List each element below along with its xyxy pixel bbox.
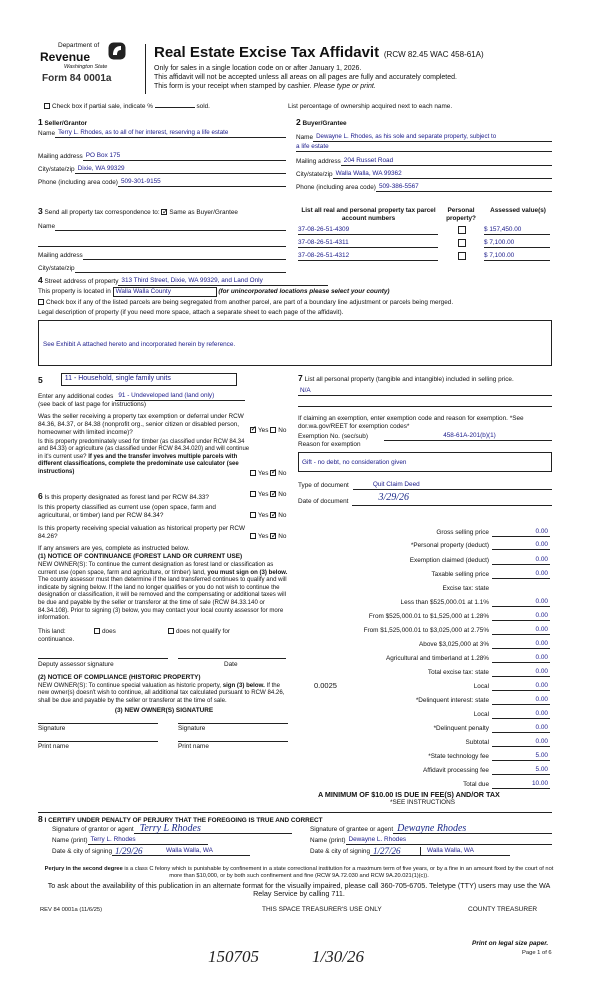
partial-sale-row <box>44 103 210 111</box>
handwritten-number: 150705 <box>208 947 259 966</box>
ownership-instruction: List percentage of ownership acquired next to each name. <box>288 103 453 110</box>
tax-label: Total excise tax: state <box>427 668 489 676</box>
tax-row <box>298 639 550 649</box>
sec3-name-field[interactable] <box>55 224 286 231</box>
section-7 <box>298 373 552 506</box>
logo-dept: Department of <box>58 42 100 49</box>
forest-yes-label: Yes <box>258 491 269 498</box>
sec3-label: Send all property tax correspondence to: <box>44 209 160 216</box>
buyer-city-field[interactable]: Walla Walla, WA 99362 <box>333 170 552 179</box>
section-1 <box>38 117 286 187</box>
grantee-sig-label: Signature of grantee or agent <box>310 826 394 833</box>
section-7-number: 7 <box>298 373 303 383</box>
personal-property-checkbox[interactable] <box>458 239 466 247</box>
deputy-label: Deputy assessor signature <box>38 660 114 668</box>
buyer-phone-field[interactable]: 509-386-5567 <box>376 183 552 192</box>
grantee-city-field[interactable]: Walla Walla, WA <box>420 847 510 856</box>
does-checkbox[interactable] <box>94 628 100 634</box>
parcel-number[interactable]: 37-08-26-51-4309 <box>298 226 438 235</box>
see-instructions: *SEE INSTRUCTIONS <box>390 799 455 806</box>
grantor-sig-label: Signature of grantor or agent <box>52 826 134 833</box>
owner-signature-1[interactable] <box>38 723 158 724</box>
tax-row <box>298 709 550 719</box>
sec3-mail-field[interactable] <box>83 253 286 260</box>
does-label: does <box>102 627 116 635</box>
subtitle-2: This affidavit will not be accepted unless all areas on all pages are fully and accurately completed. <box>154 74 457 81</box>
tax-value[interactable]: 5.00 <box>492 766 550 775</box>
tax-value[interactable]: 0.00 <box>492 682 550 691</box>
personal-property-field-2[interactable] <box>298 406 552 407</box>
deputy-signature-field[interactable] <box>38 658 168 659</box>
tax-value[interactable]: 0.00 <box>492 612 550 621</box>
section-3-number: 3 <box>38 206 43 216</box>
additional-codes-note: (see back of last page for instructions) <box>38 400 146 408</box>
partial-sale-sold: sold. <box>196 103 210 110</box>
tax-row <box>298 583 550 593</box>
parcel-header-personal: Personal property? <box>446 207 476 222</box>
assessed-value[interactable]: $ 7,100.00 <box>484 252 550 261</box>
page-number: Page 1 of 6 <box>522 950 552 956</box>
tax-label: Exemption claimed (deduct) <box>409 556 489 564</box>
historic-yes-checkbox[interactable] <box>250 533 256 539</box>
perjury-bold: Perjury in the second degree <box>44 866 123 872</box>
segregated-label: Check box if any of the listed parcels are being segregated from another parcel, are part of a boundary line adjustment or parcels being merged. <box>46 298 454 306</box>
doc-type-label: Type of document <box>298 482 349 489</box>
tax-value[interactable]: 0.00 <box>492 570 550 579</box>
parcel-number[interactable]: 37-08-26-51-4311 <box>298 239 438 248</box>
forest-no-label: No <box>278 491 287 498</box>
historic-question: Is this property receiving special valuation as historical property per RCW 84.26? <box>38 525 246 540</box>
tax-label: *Delinquent interest: state <box>415 696 489 704</box>
tax-value[interactable]: 0.00 <box>492 710 550 719</box>
legal-description-label: Legal description of property (if you need more space, attach a separate sheet to each page of the affidavit). <box>38 308 344 316</box>
n1-text-a: NEW OWNER(S): To continue the current designation as forest land or classification as current use (open space, farm and agriculture, or timber) land, <box>38 561 274 576</box>
accessibility-notice: To ask about the availability of this publication in an alternate format for the visually impaired, please call 360-705-6705. Teletype (TTY) users may use the WA Relay Service by calling 711. <box>47 881 551 899</box>
notice-continuance-text <box>38 561 290 622</box>
grantee-signature[interactable]: Dewayne Rhodes <box>393 825 552 834</box>
tax-label: From $1,525,000.01 to $3,025,000 at 2.75% <box>363 626 489 634</box>
sec3-mail-label: Mailing address <box>38 252 83 259</box>
tax-value[interactable]: 0.00 <box>492 528 550 537</box>
tax-value[interactable]: 0.00 <box>492 541 550 550</box>
n2-bold: sign (3) below. <box>222 681 265 689</box>
tax-row <box>298 540 550 550</box>
seller-title: Seller/Grantor <box>44 120 88 127</box>
buyer-mail-label: Mailing address <box>296 157 341 165</box>
owner-sig-label-1: Signature <box>38 724 66 732</box>
assessed-value[interactable]: $ 157,450.00 <box>484 226 550 235</box>
logo-revenue: Revenue <box>40 50 91 64</box>
tax-label: Affidavit processing fee <box>423 766 489 774</box>
county-label: This property is located in <box>38 287 111 295</box>
n2-text-b: If the new owner(s) doesn't wish to continue, all additional tax calculated pursuant to RCW 84.26, shall be due and payable by the seller or transferor at the time of sale. <box>38 681 285 705</box>
logo-mark-icon <box>108 42 126 60</box>
tax-row <box>298 527 550 537</box>
partial-sale-percent-field[interactable] <box>155 107 195 108</box>
deputy-date-field[interactable] <box>178 658 286 659</box>
buyer-name-label: Name <box>296 133 314 141</box>
exemption-yes-label: Yes <box>258 426 269 434</box>
subtitle-3-a: This form is your receipt when stamped by cashier. <box>154 83 312 90</box>
tax-label: Gross selling price <box>436 528 489 536</box>
tax-value[interactable]: 5.00 <box>492 752 550 761</box>
grantee-date-label: Date & city of signing <box>310 848 371 855</box>
does-not-checkbox[interactable] <box>168 628 174 634</box>
current-use-no-checkbox[interactable] <box>270 512 276 518</box>
tax-value[interactable]: 0.00 <box>492 556 550 565</box>
personal-property-checkbox[interactable] <box>458 252 466 260</box>
county-select[interactable]: Walla Walla County <box>113 287 217 297</box>
buyer-name-field-2[interactable]: a life estate <box>296 143 552 152</box>
exemption-yes-checkbox[interactable] <box>250 427 256 433</box>
tax-value[interactable]: 0.00 <box>492 626 550 635</box>
partial-sale-checkbox[interactable] <box>44 103 50 109</box>
tax-row <box>298 779 550 789</box>
same-as-buyer-label: Same as Buyer/Grantee <box>169 209 238 216</box>
exemption-intro: If claiming an exemption, enter exemption code and reason for exemption. *See dor.wa.gov/REET for exemption codes* <box>298 415 524 430</box>
partial-sale-label: Check box if partial sale, indicate % <box>52 103 153 110</box>
notice-continuance-title: (1) NOTICE OF CONTINUANCE (FOREST LAND OR CURRENT USE) <box>38 553 243 560</box>
owner-print-1[interactable] <box>38 741 158 742</box>
seller-name-field[interactable]: Terry L. Rhodes, as to all of her interest, reserving a life estate <box>55 129 286 138</box>
exemption-question: Was the seller receiving a property tax exemption or deferral under RCW 84.36, 84.37, or 84.38 (nonprofit org., senior citizen or disabled person, homeowner with limited income)? <box>38 412 244 436</box>
exemption-no-label: Exemption No. (sec/sub) <box>298 433 368 440</box>
section-2-number: 2 <box>296 117 301 127</box>
certify-text: I CERTIFY UNDER PENALTY OF PERJURY THAT THE FOREGOING IS TRUE AND CORRECT <box>44 817 323 824</box>
tax-label: Taxable selling price <box>431 570 489 578</box>
grantee-block <box>310 824 552 856</box>
timber-yes-checkbox[interactable] <box>250 470 256 476</box>
timber-question-b: If yes and the transfer involves multiple parcels with different classifications, complete the predominate use calculator (see instructions) <box>38 453 239 475</box>
tax-label: Local <box>473 710 489 718</box>
tax-value[interactable]: 0.00 <box>492 640 550 649</box>
current-use-no-label: No <box>278 512 287 519</box>
revision-number: REV 84 0001a (11/6/25) <box>40 907 103 913</box>
forest-no-checkbox[interactable] <box>270 491 276 497</box>
tax-label: Local <box>473 682 489 690</box>
tax-value[interactable]: 0.00 <box>492 668 550 677</box>
seller-city-field[interactable]: Dixie, WA 99329 <box>75 165 286 174</box>
section-8-number: 8 <box>38 814 43 824</box>
n1-bold: you must sign on (3) below. <box>207 568 288 576</box>
tax-label: *Delinquent penalty <box>433 724 489 732</box>
perjury-text: is a class C felony which is punishable by confinement in a state correctional institution for a maximum term of five years, or by a fine in an amount fixed by the court of not more than $10,000, or by both such confinement and fine (RCW 9A.72.030 and RCW 9A.20.021(1)(c)). <box>124 866 554 879</box>
tax-label: Less than $525,000.01 at 1.1% <box>400 598 489 606</box>
segregated-checkbox[interactable] <box>38 299 44 305</box>
tax-row <box>298 737 550 747</box>
legal-description-box[interactable] <box>38 320 552 366</box>
tax-row <box>298 597 550 607</box>
subtitle-3-b: Please type or print. <box>313 83 376 90</box>
tax-value[interactable]: 0.00 <box>492 724 550 733</box>
buyer-city-label: City/state/zip <box>296 170 333 178</box>
tax-label: Subtotal <box>465 738 489 746</box>
tax-label: *Personal property (deduct) <box>410 541 489 549</box>
section-6 <box>38 491 290 755</box>
perjury-notice <box>44 866 554 880</box>
minimum-due: A MINIMUM OF $10.00 IS DUE IN FEE(S) AND/OR TAX <box>318 790 500 799</box>
tax-label: Above $3,025,000 at 3% <box>419 640 489 648</box>
reason-text: Gift - no debt, no consideration given <box>302 459 407 466</box>
seller-phone-label: Phone (including area code) <box>38 178 118 186</box>
timber-question <box>38 439 250 477</box>
street-label: Street address of property <box>44 277 119 285</box>
personal-property-field[interactable]: N/A <box>298 387 552 396</box>
section-2 <box>296 117 552 192</box>
grantor-city-field[interactable]: Walla Walla, WA <box>160 847 250 856</box>
timber-no-label: No <box>278 469 287 477</box>
parcel-number[interactable]: 37-08-26-51-4312 <box>298 252 438 261</box>
seller-city-label: City/state/zip <box>38 165 75 173</box>
form-title <box>154 44 484 63</box>
logo-state: Washington State <box>64 64 108 70</box>
grantor-print-label: Name (print) <box>52 837 88 844</box>
tax-label: Excise tax: state <box>442 584 489 592</box>
sec3-city-field[interactable] <box>75 266 286 273</box>
assessed-value[interactable]: $ 7,100.00 <box>484 239 550 248</box>
tax-value[interactable]: 0.00 <box>492 654 550 663</box>
current-use-question: Is this property classified as current use (open space, farm and agricultural, or timber) land per RCW 84.34? <box>38 504 216 519</box>
owner-print-label-2: Print name <box>178 742 209 750</box>
section-5 <box>38 373 290 476</box>
tax-value[interactable]: 0.00 <box>492 738 550 747</box>
seller-mail-label: Mailing address <box>38 152 83 160</box>
dor-logo <box>38 42 138 90</box>
form-number: Form 84 0001a <box>42 73 112 84</box>
tax-row <box>298 695 550 705</box>
legal-description-text: See Exhibit A attached hereto and incorporated herein by reference. <box>43 341 236 348</box>
section-6-number: 6 <box>38 491 43 501</box>
owner-print-2[interactable] <box>178 741 288 742</box>
does-not-label: does not qualify for <box>176 627 230 635</box>
sec3-name-label: Name <box>38 223 56 230</box>
tax-label: Total due <box>463 780 489 788</box>
current-use-yes-label: Yes <box>258 512 269 519</box>
this-land-label: This land: <box>38 627 66 635</box>
n1-text-b: The county assessor must then determine if the land transferred continues to qualify and will indicate by signing below. If the land no longer qualifies or you do not wish to continue the designation or classification, it will be removed and the compensating or additional taxes will be due and payable by the seller or transferor at the time of sale (RCW 84.33.140 or 84.34.108). Prior to signing (3) below, you may contact your local county assessor for more information. <box>38 576 287 622</box>
legal-size-note: Print on legal size paper. <box>472 940 549 947</box>
treasurer-use: THIS SPACE TREASURER'S USE ONLY <box>262 906 382 913</box>
county-treasurer: COUNTY TREASURER <box>468 906 538 913</box>
notice-compliance-title: (2) NOTICE OF COMPLIANCE (HISTORIC PROPERTY) <box>38 673 201 681</box>
grantor-signature[interactable]: Terry L Rhodes <box>134 825 292 834</box>
tax-row <box>298 611 550 621</box>
seller-mail-field[interactable]: PO Box 175 <box>83 152 286 161</box>
continuance-label: continuance. <box>38 635 75 643</box>
grantor-print-field[interactable]: Terry L. Rhodes <box>88 836 208 845</box>
tax-row <box>298 681 550 691</box>
parcel-header-assessed: Assessed value(s) <box>490 207 546 214</box>
additional-codes-label: Enter any additional codes <box>38 392 114 400</box>
historic-no-checkbox[interactable] <box>270 533 276 539</box>
deputy-date-label: Date <box>224 660 238 668</box>
tax-row <box>298 555 550 565</box>
seller-phone-field[interactable]: 509-301-9155 <box>118 178 286 187</box>
new-owner-signature-title: (3) NEW OWNER(S) SIGNATURE <box>114 706 214 714</box>
subtitle-3 <box>154 83 376 92</box>
sec3-name-field-2[interactable] <box>38 240 286 247</box>
personal-property-label: List all personal property (tangible and intangible) included in selling price. <box>304 376 514 383</box>
additional-codes-field[interactable]: 91 - Undeveloped land (land only) <box>115 392 245 401</box>
personal-property-checkbox[interactable] <box>458 226 466 234</box>
tax-label: Agricultural and timberland at 1.28% <box>385 654 489 662</box>
handwritten-date: 1/30/26 <box>312 947 364 966</box>
buyer-title: Buyer/Grantee <box>302 120 347 127</box>
header-divider <box>145 44 146 94</box>
answers-note: If any answers are yes, complete as instructed below. <box>38 545 190 552</box>
timber-no-checkbox[interactable] <box>270 470 276 476</box>
section-5-number: 5 <box>38 375 43 386</box>
seller-name-label: Name <box>38 129 56 137</box>
land-use-code-select[interactable]: 11 - Household, single family units <box>61 373 237 386</box>
street-address-field[interactable]: 313 Third Street, Dixie, WA 99329, and Land Only <box>118 277 328 286</box>
reason-label: Reason for exemption <box>298 441 361 448</box>
n2-text-a: NEW OWNER(S): To continue special valuation as historic property, <box>38 681 221 689</box>
section-1-number: 1 <box>38 117 43 127</box>
tax-label: *State technology fee <box>428 752 489 760</box>
sec3-city-label: City/state/zip <box>38 265 75 272</box>
same-as-buyer-checkbox[interactable] <box>161 209 167 215</box>
grantee-date-field[interactable]: 1/27/26 <box>370 847 420 856</box>
grantee-print-label: Name (print) <box>310 837 346 844</box>
tax-row <box>298 765 550 775</box>
section-4-number: 4 <box>38 275 43 285</box>
current-use-yes-checkbox[interactable] <box>250 512 256 518</box>
tax-row <box>298 625 550 635</box>
notice-compliance-text <box>38 682 290 705</box>
historic-no-label: No <box>278 533 287 540</box>
reason-box[interactable] <box>298 452 552 472</box>
grantor-date-field[interactable]: 1/29/26 <box>112 847 160 856</box>
timber-yes-label: Yes <box>258 469 269 477</box>
parcel-header-numbers: List all real and personal property tax parcel account numbers <box>301 207 436 222</box>
tax-row <box>298 751 550 761</box>
forest-yes-checkbox[interactable] <box>250 491 256 497</box>
tax-row <box>298 667 550 677</box>
tax-row <box>298 653 550 663</box>
title-rcw: (RCW 82.45 WAC 458-61A) <box>383 50 484 59</box>
buyer-phone-label: Phone (including area code) <box>296 183 376 191</box>
owner-print-label-1: Print name <box>38 742 69 750</box>
subtitle-1: Only for sales in a single location code on or after January 1, 2026. <box>154 65 362 72</box>
section-4 <box>38 275 552 317</box>
buyer-mail-field[interactable]: 204 Russet Road <box>341 157 552 166</box>
owner-signature-2[interactable] <box>178 723 288 724</box>
tax-value[interactable]: 0.00 <box>492 696 550 705</box>
grantee-print-field[interactable]: Dewayne L. Rhodes <box>346 836 552 845</box>
doc-date-label: Date of document <box>298 497 349 505</box>
tax-row <box>298 569 550 579</box>
doc-date-field[interactable]: 3/29/26 <box>352 492 552 506</box>
buyer-name-field[interactable]: Dewayne L. Rhodes, as his sole and separate property, subject to <box>313 133 552 142</box>
grantor-block <box>52 824 292 856</box>
county-note: (for unincorporated locations please select your county) <box>218 287 390 295</box>
timber-question-a: Is this property predominately used for timber (as classified under RCW 84.34 and 84.33) or agriculture (as classified under RCW 84.34.020) and will continue in it's current use? <box>38 438 250 460</box>
owner-sig-label-2: Signature <box>178 724 206 732</box>
exemption-no-field[interactable]: 458-61A-201(b)(1) <box>384 432 552 441</box>
forest-question: Is this property designated as forest land per RCW 84.33? <box>44 494 209 501</box>
exemption-no-checkbox[interactable] <box>270 427 276 433</box>
tax-value[interactable]: 10.00 <box>492 780 550 789</box>
local-rate: 0.0025 <box>314 681 337 691</box>
title-text: Real Estate Excise Tax Affidavit <box>154 44 380 61</box>
tax-label: From $525,000.01 to $1,525,000 at 1.28% <box>368 612 489 620</box>
tax-row <box>298 723 550 733</box>
tax-value[interactable]: 0.00 <box>492 598 550 607</box>
historic-yes-label: Yes <box>258 533 269 540</box>
doc-type-field[interactable]: Quit Claim Deed <box>353 481 552 490</box>
exemption-no-label: No <box>278 426 287 434</box>
grantor-date-label: Date & city of signing <box>52 848 113 855</box>
section-3 <box>38 206 286 273</box>
